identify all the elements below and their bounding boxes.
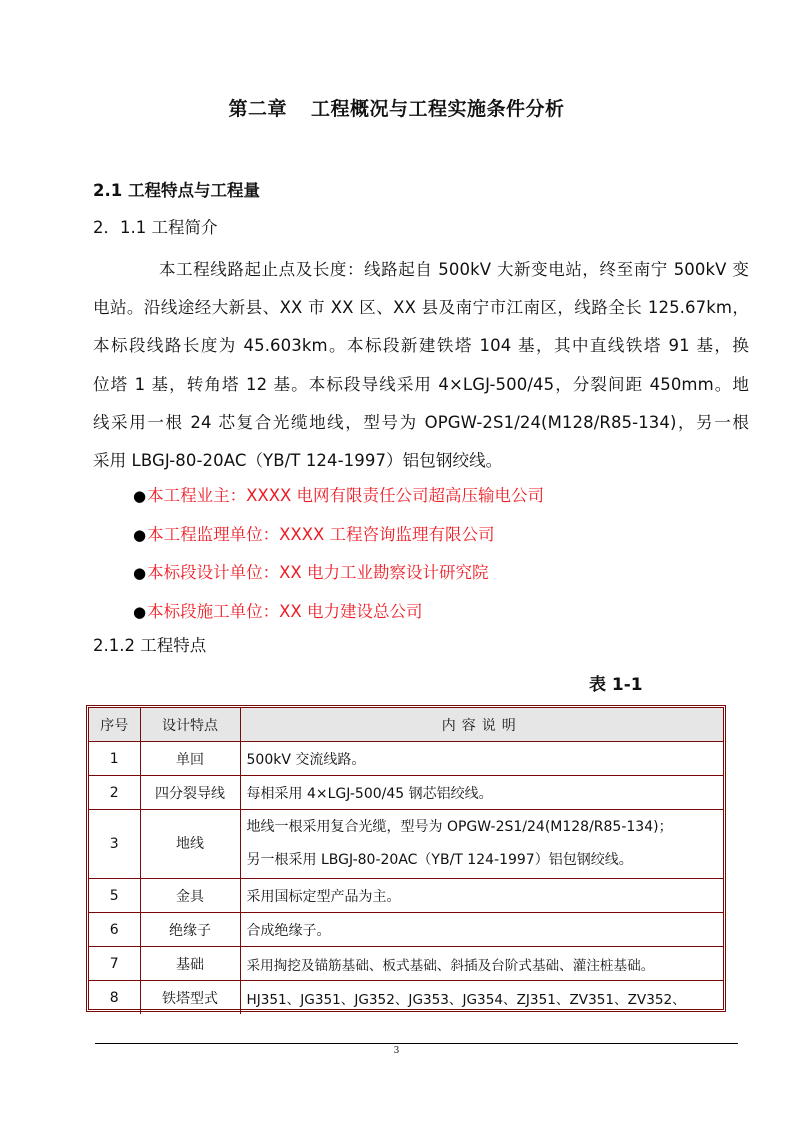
list-item-owner <box>133 477 544 516</box>
chapter-title <box>0 94 793 121</box>
bullet-icon: ● <box>133 602 147 621</box>
cell-feature: 单回 <box>140 742 240 776</box>
cell-no: 8 <box>89 981 140 1015</box>
cell-no: 6 <box>89 913 140 947</box>
column-header-content: 内容说明 <box>240 708 723 742</box>
chapter-name: 工程概况与工程实施条件分析 <box>311 98 565 120</box>
list-item-text: 本工程监理单位：XXXX 工程咨询监理有限公司 <box>147 524 495 544</box>
cell-no: 2 <box>89 776 140 810</box>
cell-content: 合成绝缘子。 <box>240 913 723 947</box>
list-item-text: 本标段施工单位：XX 电力建设总公司 <box>147 601 423 621</box>
footer-divider <box>95 1043 738 1044</box>
project-intro-paragraph <box>93 251 749 480</box>
column-header-no: 序号 <box>89 708 140 742</box>
table-header-row <box>89 708 723 742</box>
cell-content: 采用国标定型产品为主。 <box>240 879 723 913</box>
cell-content <box>240 810 723 879</box>
cell-feature: 铁塔型式 <box>140 981 240 1015</box>
design-features-table <box>86 705 726 1012</box>
cell-no: 5 <box>89 879 140 913</box>
table-row <box>89 810 723 879</box>
section-heading-2-1-2: 2.1.2 工程特点 <box>93 636 207 655</box>
table-row <box>89 913 723 947</box>
list-item-contractor <box>133 593 544 632</box>
paragraph-line: 电站。沿线途经大新县、XX 市 XX 区、XX 县及南宁市江南区，线路全长 125.67km， <box>93 298 749 318</box>
paragraph-line: 位塔 1 基，转角塔 12 基。本标段导线采用 4×LGJ-500/45，分裂间距 450mm。地 <box>93 374 749 394</box>
section-heading-2-1: 2.1 工程特点与工程量 <box>93 181 260 200</box>
list-item-supervisor <box>133 516 544 555</box>
table-caption: 表 1-1 <box>589 675 643 695</box>
list-item-text: 本标段设计单位：XX 电力工业勘察设计研究院 <box>147 563 489 583</box>
cell-feature: 绝缘子 <box>140 913 240 947</box>
bullet-icon: ● <box>133 487 147 505</box>
list-item-text: 本工程业主：XXXX 电网有限责任公司超高压输电公司 <box>147 486 545 505</box>
chapter-number: 第二章 <box>228 98 287 120</box>
cell-no: 1 <box>89 742 140 776</box>
paragraph-line: 本标段线路长度为 45.603km。本标段新建铁塔 104 基，其中直线铁塔 91 基，换 <box>93 336 749 356</box>
table-row <box>89 776 723 810</box>
cell-feature: 金具 <box>140 879 240 913</box>
list-item-designer <box>133 554 544 593</box>
cell-feature: 四分裂导线 <box>140 776 240 810</box>
paragraph-line: 线采用一根 24 芯复合光缆地线，型号为 OPGW-2S1/24(M128/R85-134)，另一根 <box>93 412 749 432</box>
bullet-icon: ● <box>133 564 147 583</box>
cell-content: HJ351、JG351、JG352、JG353、JG354、ZJ351、ZV351、ZV352、 <box>240 981 723 1015</box>
cell-no: 3 <box>89 810 140 879</box>
cell-content-line: 另一根采用 LBGJ-80-20AC（YB/T 124-1997）铝包钢绞线。 <box>246 852 633 868</box>
table-row <box>89 947 723 981</box>
project-parties-list <box>133 477 544 631</box>
paragraph-line: 本工程线路起止点及长度：线路起自 500kV 大新变电站，终至南宁 500kV 变 <box>159 260 749 279</box>
cell-content: 500kV 交流线路。 <box>240 742 723 776</box>
cell-content-line: 地线一根采用复合光缆，型号为 OPGW-2S1/24(M128/R85-134)； <box>246 819 673 835</box>
page-number: 3 <box>393 1046 400 1056</box>
cell-feature: 地线 <box>140 810 240 879</box>
cell-content: 采用掏挖及锚筋基础、板式基础、斜插及台阶式基础、灌注桩基础。 <box>240 947 723 981</box>
cell-feature: 基础 <box>140 947 240 981</box>
section-heading-2-1-1: 2．1.1 工程简介 <box>93 218 218 237</box>
cell-content: 每相采用 4×LGJ-500/45 钢芯铝绞线。 <box>240 776 723 810</box>
table-row <box>89 742 723 776</box>
table-row <box>89 981 723 1015</box>
cell-no: 7 <box>89 947 140 981</box>
column-header-feature: 设计特点 <box>140 708 240 742</box>
bullet-icon: ● <box>133 525 147 544</box>
paragraph-line: 采用 LBGJ-80-20AC（YB/T 124-1997）铝包钢绞线。 <box>93 451 503 471</box>
table-row <box>89 879 723 913</box>
